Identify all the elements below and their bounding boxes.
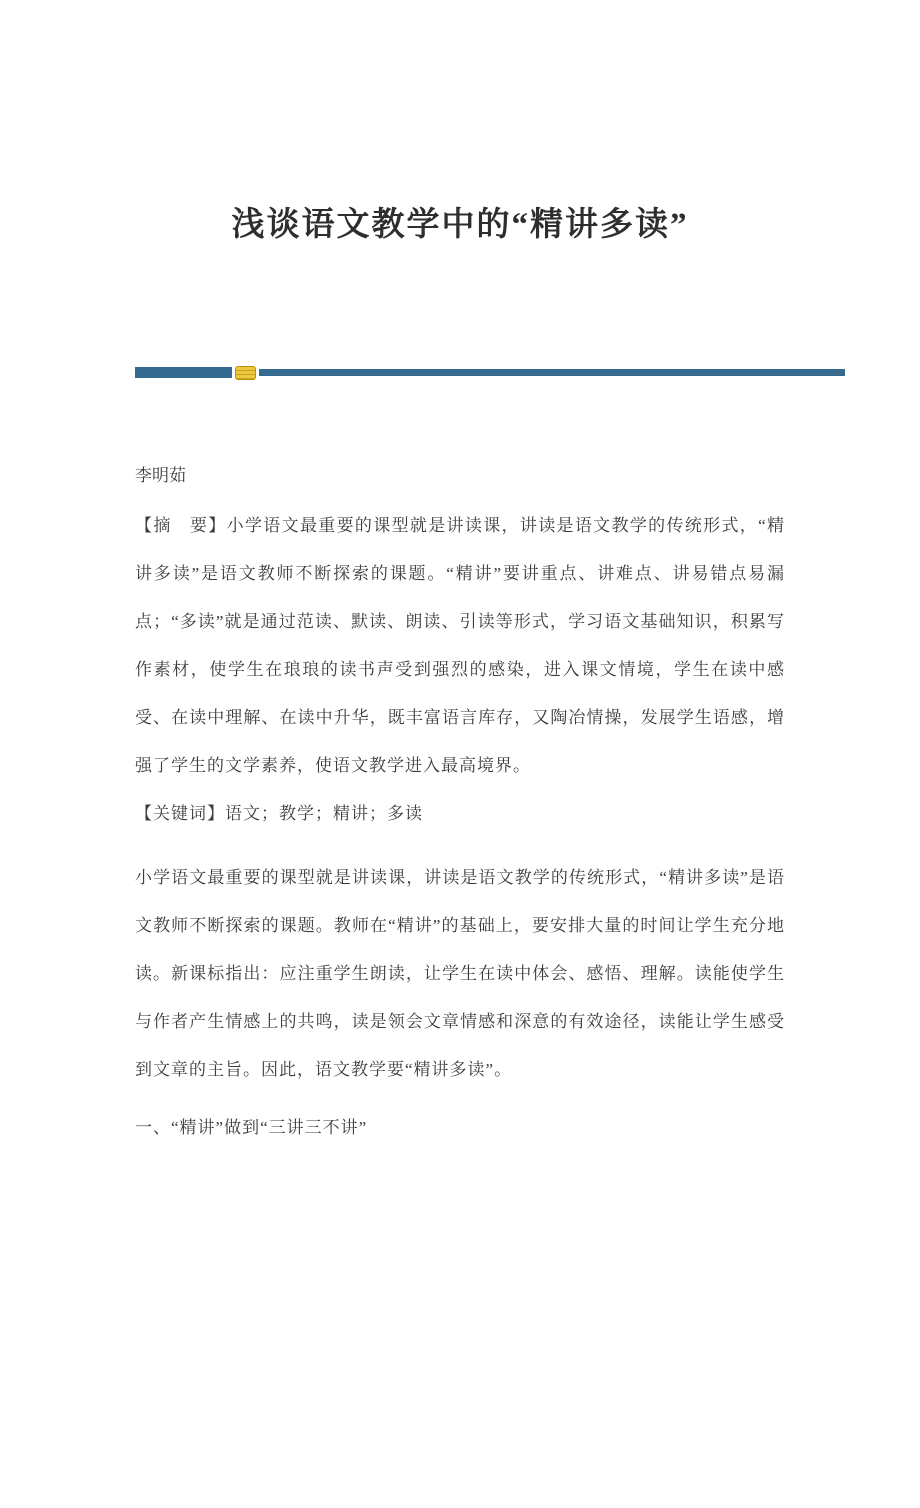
divider-bar-right [259, 369, 845, 376]
document-page [0, 206, 920, 1508]
decorative-divider [135, 366, 845, 380]
document-title: 浅谈语文教学中的“精讲多读” [231, 207, 689, 243]
document-body [135, 464, 785, 1152]
section-heading: 一、“精讲”做到“三讲三不讲” [135, 1117, 368, 1137]
abstract-paragraph: 【摘 要】小学语文最重要的课型就是讲读课，讲读是语文教学的传统形式，“精讲多读”是语文教师不断探索的课题。“精讲”要讲重点、讲难点、讲易错点易漏点；“多读”就是通过范读、默读、朗读、引读等形式，学习语文基础知识，积累写作素材，使学生在琅琅的读书声受到强烈的感染，进入课文情境，学生在读中感受、在读中理解、在读中升华，既丰富语言库存，又陶冶情操，发展学生语感，增强了学生的文学素养，使语文教学进入最高境界。 [135, 515, 785, 775]
divider-bar-left [135, 367, 232, 378]
keywords-line: 【关键词】语文；教学；精讲；多读 [135, 803, 423, 823]
author-name: 李明茹 [135, 465, 186, 485]
body-paragraph: 小学语文最重要的课型就是讲读课，讲读是语文教学的传统形式，“精讲多读”是语文教师不断探索的课题。教师在“精讲”的基础上，要安排大量的时间让学生充分地读。新课标指出：应注重学生朗读，让学生在读中体会、感悟、理解。读能使学生与作者产生情感上的共鸣，读是领会文章情感和深意的有效途径，读能让学生感受到文章的主旨。因此，语文教学要“精讲多读”。 [135, 867, 785, 1079]
note-icon [235, 366, 256, 380]
